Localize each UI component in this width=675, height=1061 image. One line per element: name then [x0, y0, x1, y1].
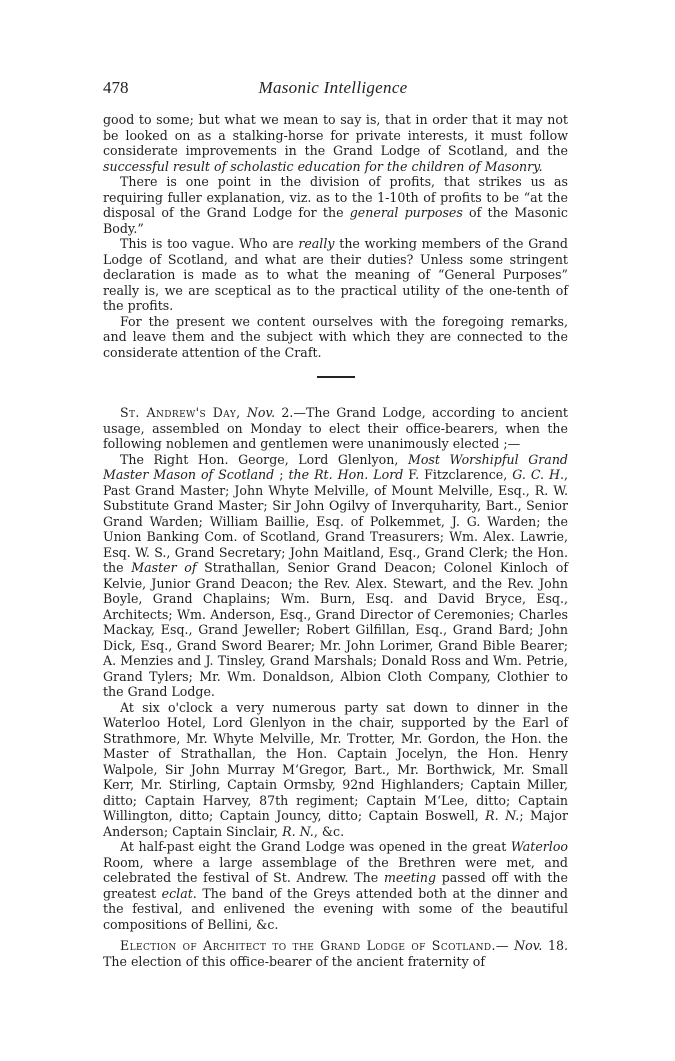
- text-run: , Past Grand Master; John Whyte Melville, of Mount Melville, Esq., R. W. Substitute Grand Master; Sir John Ogilvy of Inverquharity, Bart., Senior Grand Warden; William Baillie, Esq. of Polkemmet, J. G. Warden; the Union Banking Com. of Scotland, Grand Treasurers; Wm. Alex. Lawrie, Esq. W. S., Grand Secretary; John Maitland, Esq., Grand Clerk; the Hon. the: [103, 467, 569, 575]
- text-run: the working members of the Grand Lodge of Scotland, and what are their duties? Unless some stringent declaration is made as to what the meaning of “General Purposes” really is, we are sceptical as to the practical utility of the one-tenth of the profits.: [103, 236, 568, 313]
- text-run: The band of the Greys attended both at the dinner and the festival, and enlivened the evening with some of the beautiful compositions of Bellini, &c.: [103, 885, 568, 932]
- text-run: , &c.: [313, 823, 345, 839]
- paragraph: [103, 452, 568, 700]
- paragraph: [103, 314, 568, 361]
- section-heading: Election of Architect to the Grand Lodge of Scotland.: [120, 938, 496, 953]
- italic-text: G. C. H.: [512, 467, 564, 482]
- italic-text: eclat.: [161, 885, 197, 901]
- text-run: 2.—The Grand Lodge, according to ancient usage, assembled on Monday to elect their office-bearers, when the following noblemen and gentlemen were unanimously elected ;—: [103, 405, 568, 451]
- italic-text: R. N.: [485, 808, 520, 823]
- page-header: [103, 78, 563, 102]
- text-run: At half-past eight the Grand Lodge was opened in the great: [120, 839, 511, 854]
- text-run: The Right Hon. George, Lord Glenlyon,: [120, 451, 408, 467]
- text-run: Strathallan, Senior Grand Deacon; Colonel Kinloch of Kelvie, Junior Grand Deacon; the Rev. Alex. Stewart, and the Rev. John Boyle, Grand Chaplains; Wm. Burn, Esq. and David Bryce, Esq., Architects; Wm. Anderson, Esq., Grand Director of Ceremonies; Charles Mackay, Esq., Grand Jeweller; Robert Gilfillan, Esq., Grand Bard; John Dick, Esq., Grand Sword Bearer; Mr. John Lorimer, Grand Bible Bearer; A. Menzies and J. Tinsley, Grand Marshals; Donald Ross and Wm. Petrie, Grand Tylers; Mr. Wm. Donaldson, Albion Cloth Company, Clothier to the Grand Lodge.: [103, 560, 568, 699]
- section-divider: [317, 376, 355, 378]
- text-run: This is too vague. Who are: [120, 236, 299, 251]
- paragraph: [103, 174, 568, 236]
- text-run: For the present we content ourselves with the foregoing remarks, and leave them and the subject with which they are connected to the considerate attention of the Craft.: [103, 313, 568, 360]
- st-andrews-day-report: [103, 405, 568, 969]
- italic-text: Nov.: [246, 405, 276, 420]
- italic-text: general purposes: [349, 205, 463, 220]
- text-run: passed off with the greatest: [103, 870, 568, 901]
- text-run: ;: [274, 467, 289, 482]
- italic-text: Most Worshipful Grand Master Mason of Scotland: [103, 451, 568, 482]
- running-title: Masonic Intelligence: [258, 78, 408, 97]
- text-run: At six o'clock a very numerous party sat down to dinner in the Waterloo Hotel, Lord Glenlyon in the chair, supported by the Earl of Strathmore, Mr. Whyte Melville, Mr. Trotter, Mr. Gordon, the Hon. the Master of Strathallan, the Hon. Captain Jocelyn, the Hon. Henry Walpole, Sir John Murray M‘Gregor, Bart., Mr. Borthwick, Mr. Small Kerr, Mr. Stirling, Captain Ormsby, 92nd Highlanders; Captain Miller, ditto; Captain Harvey, 87th regiment; Captain M‘Lee, ditto; Captain Willington, ditto; Captain Jouncy, ditto; Captain Boswell,: [103, 699, 568, 823]
- paragraph: [103, 405, 568, 452]
- text-run: 18. The election of this office-bearer of the ancient fraternity of: [103, 938, 568, 969]
- paragraph: [103, 700, 568, 840]
- italic-text: successful result of scholastic education for the children of Masonry.: [103, 158, 543, 174]
- page-body: [103, 112, 568, 969]
- paragraph: [103, 938, 568, 969]
- page-number: 478: [103, 78, 129, 97]
- article-continuation: [103, 112, 568, 360]
- paragraph: [103, 236, 568, 314]
- italic-text: really: [298, 236, 335, 251]
- italic-text: Waterloo: [510, 839, 568, 854]
- text-run: There is one point in the division of profits, that strikes us as requiring fuller explanation, viz. as to the 1-10th of profits to be “at the disposal of the Grand Lodge for the: [103, 174, 568, 220]
- text-run: ; Major Anderson; Captain Sinclair,: [103, 808, 568, 839]
- italic-text: Master of: [131, 560, 197, 575]
- text-run: —: [495, 938, 515, 953]
- section-heading: St. Andrew's Day,: [120, 405, 241, 420]
- text-run: F. Fitzclarence,: [403, 467, 513, 482]
- text-run: of the Masonic Body.”: [103, 205, 568, 236]
- paragraph: [103, 839, 568, 932]
- text-run: good to some; but what we mean to say is, that in order that it may not be looked on as a stalking-horse for private interests, it must follow considerate improvements in the Grand Lodge of Scotland, and the: [103, 112, 568, 158]
- text-run: Room, where a large assemblage of the Brethren were met, and celebrated the festival of St. Andrew. The: [103, 854, 568, 885]
- italic-text: the Rt. Hon. Lord: [288, 467, 404, 482]
- italic-text: Nov.: [514, 938, 543, 953]
- italic-text: R. N.: [282, 823, 314, 839]
- paragraph: [103, 112, 568, 174]
- italic-text: meeting: [383, 870, 437, 885]
